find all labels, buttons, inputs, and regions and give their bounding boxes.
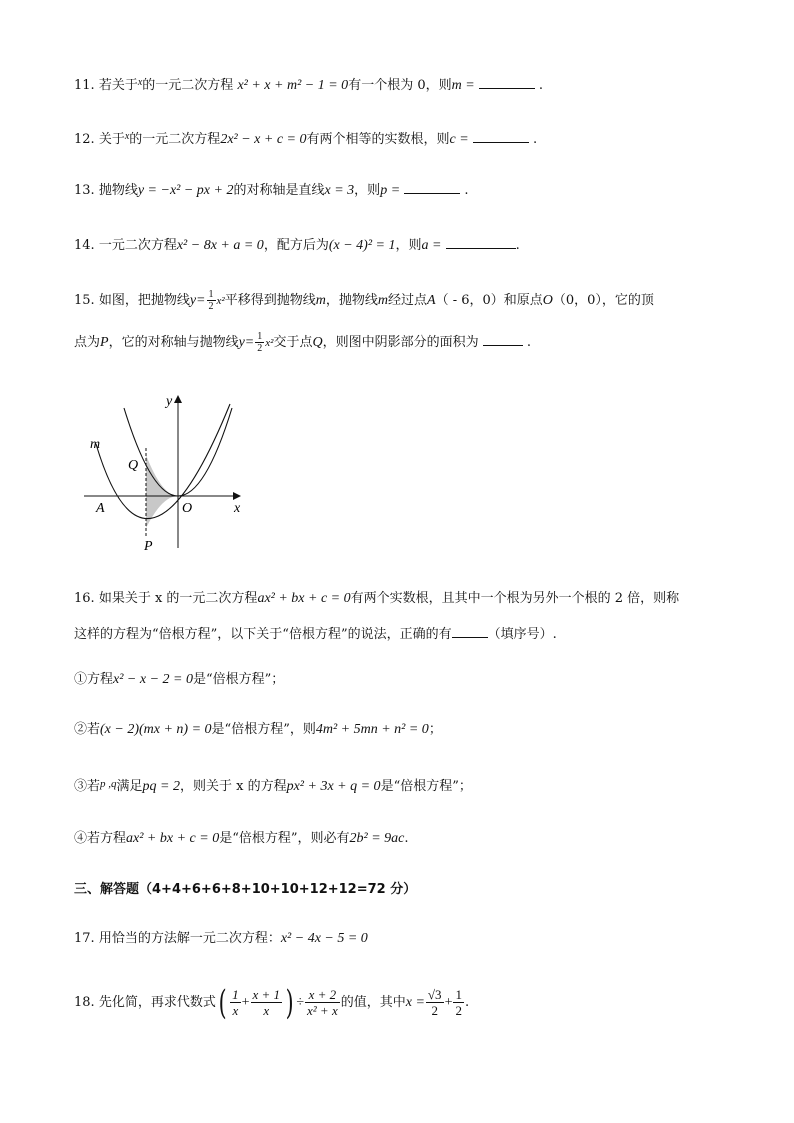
denominator: 2 xyxy=(455,1003,462,1018)
equation: x² − x − 2 = 0 xyxy=(113,672,193,687)
answer-blank[interactable] xyxy=(446,236,516,249)
equation: (x − 4)² = 1 xyxy=(328,238,396,253)
question-text: 平移得到抛物线 xyxy=(224,293,316,308)
operator: + xyxy=(444,995,453,1010)
parabola-figure xyxy=(80,388,250,558)
question-text: （0，0），它的顶 xyxy=(552,293,654,308)
question-15 xyxy=(74,289,654,312)
numerator: 1 xyxy=(257,331,263,342)
question-15-line-2: 点为P，它的对称轴与抛物线y= $\frac{1}{2}$ x²交于点Q，则图中阴影部分的面积为 . xyxy=(74,331,532,354)
label-x: x xyxy=(234,501,241,516)
denominator: 2 xyxy=(208,301,214,312)
answer-label: p = xyxy=(380,183,401,198)
equation: 4m² + 5mn + n² = 0 xyxy=(315,722,429,737)
denominator: x xyxy=(232,1003,239,1018)
denominator: x² + x xyxy=(307,1003,338,1018)
denominator: x xyxy=(263,1003,270,1018)
math-var: x xyxy=(137,77,143,88)
math-var: y= xyxy=(238,335,255,350)
math-var: x² xyxy=(216,295,225,307)
operator: + xyxy=(241,995,250,1010)
label-Q: Q xyxy=(128,458,139,473)
question-text: 关于 xyxy=(98,132,125,147)
left-paren: ( xyxy=(218,982,227,1023)
numerator: x + 2 xyxy=(305,987,340,1003)
question-text: ，则 xyxy=(354,183,381,198)
question-text: 的一元二次方程 xyxy=(142,78,234,93)
question-12: 12. 关于$^x$的一元二次方程2x² − x + c = 0有两个相等的实数根，则c = . xyxy=(74,131,538,147)
question-text: 的值，其中 xyxy=(340,995,406,1010)
equation: ax² + bx + c = 0 xyxy=(257,591,351,606)
question-number: 16. xyxy=(74,591,95,606)
label-m: m xyxy=(90,437,101,452)
option-text: 是“倍根方程”，则必有 xyxy=(219,831,350,846)
fraction xyxy=(453,987,464,1018)
question-14: 14. 一元二次方程x² − 8x + a = 0，配方后为(x − 4)² = 1，则a = . xyxy=(74,238,520,253)
numerator: 1 xyxy=(455,987,462,1002)
question-16 xyxy=(74,589,679,609)
question-text: ，抛物线 xyxy=(325,293,378,308)
question-number: 15. xyxy=(74,293,95,308)
question-number: 12. xyxy=(74,132,95,147)
question-text: 有一个根为 0，则 xyxy=(348,78,452,93)
question-text: 的一元二次方程 xyxy=(129,132,221,147)
question-text: 的对称轴是直线 xyxy=(233,183,325,198)
equation: 2x² − x + c = 0 xyxy=(220,132,307,147)
fraction xyxy=(251,987,283,1018)
option-text: 是“倍根方程”； xyxy=(380,779,472,794)
fraction xyxy=(426,987,444,1018)
label-P: P xyxy=(144,539,153,554)
option-4 xyxy=(74,829,409,849)
numerator: √3 xyxy=(427,987,442,1002)
denominator: 2 xyxy=(431,1003,438,1018)
option-text: ； xyxy=(428,722,442,737)
question-18 xyxy=(74,983,469,1023)
equation: x² − 4x − 5 = 0 xyxy=(280,931,368,946)
answer-label: m = xyxy=(451,78,475,93)
question-number: 18. xyxy=(74,995,95,1010)
question-text: 一元二次方程 xyxy=(98,238,177,253)
question-text: 经过点 xyxy=(387,293,427,308)
question-text: 先化简，再求代数式 xyxy=(98,995,216,1010)
question-text: 点为 xyxy=(74,335,101,350)
question-number: 11. xyxy=(74,78,95,93)
math-var: A xyxy=(427,293,436,308)
period: . xyxy=(464,995,470,1010)
shaded-region xyxy=(146,455,178,528)
right-paren: ) xyxy=(285,982,294,1023)
question-text: ，则图中阴影部分的面积为 xyxy=(322,335,479,350)
math-var: m xyxy=(377,293,388,308)
option-text: ③若 xyxy=(74,779,101,794)
math-var: x xyxy=(124,131,130,142)
fraction xyxy=(207,289,216,312)
question-text: 如图，把抛物线 xyxy=(98,293,190,308)
denominator: 2 xyxy=(257,343,263,354)
question-text: 用恰当的方法解一元二次方程： xyxy=(98,931,281,946)
math-var: m xyxy=(315,293,326,308)
question-text: ，则 xyxy=(395,238,422,253)
fraction xyxy=(305,987,340,1018)
equation: 2b² = 9ac xyxy=(349,831,405,846)
question-16-line-2 xyxy=(74,625,557,645)
equation: pq = 2 xyxy=(142,779,180,794)
option-text: 满足 xyxy=(116,779,143,794)
math-var: O xyxy=(542,293,553,308)
question-number: 17. xyxy=(74,931,95,946)
math-var: p ,q xyxy=(100,778,117,790)
question-text: 有两个实数根，且其中一个根为另外一个根的 2 倍，则称 xyxy=(350,591,680,606)
section-heading: 三、解答题（4+4+6+6+8+10+10+12+12=72 分） xyxy=(74,882,417,897)
question-11: 11. 若关于$^x$的一元二次方程 x² + x + m² − 1 = 0有一个根为 0，则m = . xyxy=(74,77,544,93)
answer-blank[interactable] xyxy=(479,76,535,89)
question-text: 如果关于 x 的一元二次方程 xyxy=(98,591,258,606)
option-text: 是“倍根方程”； xyxy=(192,672,285,687)
answer-blank[interactable] xyxy=(404,181,460,194)
question-text: 若关于 xyxy=(98,78,138,93)
label-A: A xyxy=(96,501,105,516)
numerator: x + 1 xyxy=(252,987,281,1002)
question-text: ，它的对称轴与抛物线 xyxy=(108,335,239,350)
question-text: （填序号）. xyxy=(487,627,557,642)
option-text: 是“倍根方程”，则 xyxy=(211,722,316,737)
equation: x² + x + m² − 1 = 0 xyxy=(237,78,349,93)
equation: x² − 8x + a = 0 xyxy=(176,238,264,253)
question-text: 有两个相等的实数根，则 xyxy=(306,132,450,147)
math-var: P xyxy=(100,335,109,350)
equation: ax² + bx + c = 0 xyxy=(126,831,220,846)
question-text: 抛物线 xyxy=(98,183,138,198)
math-var: x² xyxy=(265,337,274,349)
math-var: y= xyxy=(189,293,206,308)
question-number: 14. xyxy=(74,238,95,253)
answer-label: c = xyxy=(449,132,469,147)
label-y: y xyxy=(166,394,173,409)
answer-blank[interactable] xyxy=(473,130,529,143)
question-text: 这样的方程为“倍根方程”，以下关于“倍根方程”的说法，正确的有 xyxy=(74,627,452,642)
option-1 xyxy=(74,670,284,690)
numerator: 1 xyxy=(208,289,214,300)
option-text: ④若方程 xyxy=(74,831,127,846)
fraction xyxy=(255,331,264,354)
option-text: ，则关于 x 的方程 xyxy=(179,779,287,794)
question-text: （ - 6，0）和原点 xyxy=(435,293,543,308)
option-2 xyxy=(74,720,442,740)
question-text: 交于点 xyxy=(273,335,313,350)
equation: x = 3 xyxy=(324,183,355,198)
question-number: 13. xyxy=(74,183,95,198)
option-text: ②若 xyxy=(74,722,101,737)
answer-label: a = xyxy=(421,238,442,253)
answer-blank[interactable] xyxy=(483,333,523,346)
option-text: . xyxy=(404,831,409,846)
equation: y = −x² − px + 2 xyxy=(137,183,234,198)
question-text: ，配方后为 xyxy=(263,238,329,253)
label-O: O xyxy=(182,501,193,516)
equation: x = xyxy=(405,995,425,1010)
fraction xyxy=(230,987,241,1018)
option-3 xyxy=(74,774,472,797)
question-13: 13. 抛物线y = −x² − px + 2的对称轴是直线x = 3，则p = . xyxy=(74,183,469,198)
math-var: Q xyxy=(312,335,323,350)
option-text: ①方程 xyxy=(74,672,114,687)
operator: ÷ xyxy=(296,995,305,1010)
question-17 xyxy=(74,929,368,949)
answer-blank[interactable] xyxy=(452,625,488,638)
numerator: 1 xyxy=(232,987,239,1002)
equation: (x − 2)(mx + n) = 0 xyxy=(100,722,212,737)
equation: px² + 3x + q = 0 xyxy=(286,779,381,794)
